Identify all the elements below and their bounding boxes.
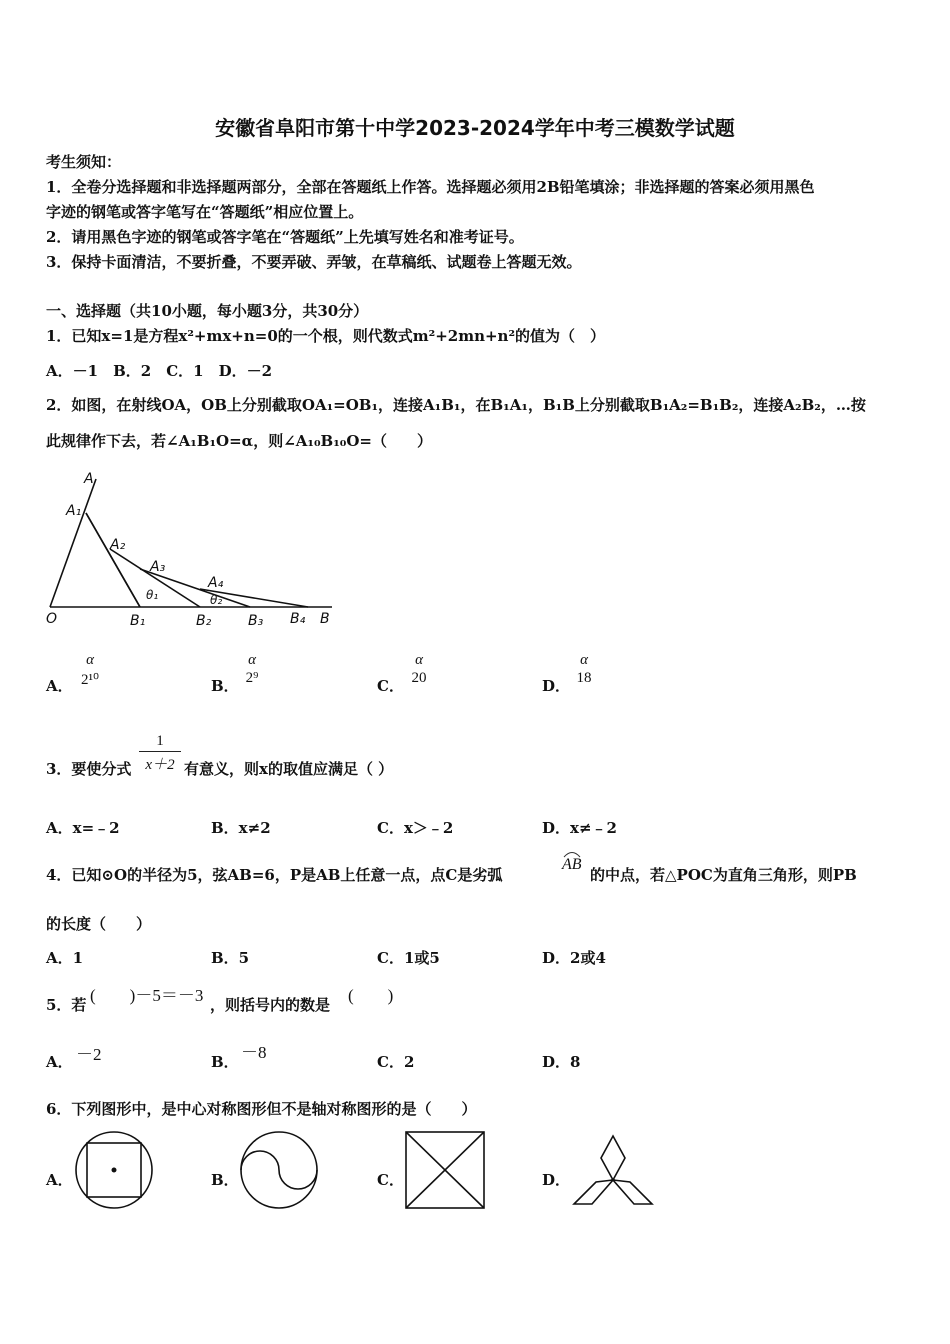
q2-option-d-fraction <box>571 652 597 687</box>
ray-oa <box>50 479 96 607</box>
q2-option-a-letter: A． <box>46 677 73 695</box>
q4-option-d: D．2或4 <box>542 949 606 967</box>
q4-arc-label: AB <box>562 856 582 873</box>
q2-option-b-letter: B． <box>211 677 239 695</box>
label-o: O <box>46 611 58 627</box>
label-a3: A₃ <box>150 559 166 575</box>
label-a1: A₁ <box>66 503 82 519</box>
q5-option-a-letter: A． <box>46 1053 73 1071</box>
q5-option-b-value: －8 <box>241 1043 267 1062</box>
q2-option-b-num: α <box>248 652 256 668</box>
q2-option-d-den: 18 <box>576 670 592 686</box>
q6-option-b-letter: B． <box>211 1171 239 1189</box>
rhombus-left <box>574 1180 613 1204</box>
q3-fraction-den: x＋2 <box>145 757 175 773</box>
q2-stem-2: 此规律作下去，若∠A₁B₁O=α，则∠A₁₀B₁₀O=（ ） <box>46 432 433 450</box>
q6-option-c-letter: C． <box>377 1171 404 1189</box>
q6-option-b-figure <box>236 1128 322 1212</box>
q4-stem-pre: 4．已知⊙O的半径为5，弦AB=6，P是AB上任意一点，点C是劣弧 <box>46 866 503 884</box>
label-theta1: θ₁ <box>146 588 159 602</box>
q4-option-c: C．1或5 <box>377 949 440 967</box>
label-b3: B₃ <box>248 613 264 629</box>
q3-fraction <box>139 733 181 774</box>
label-a2: A₂ <box>110 537 126 553</box>
q2-option-a-den: 2¹⁰ <box>80 672 99 688</box>
q2-option-b-fraction <box>240 652 264 687</box>
q1-options: A．－1 B．2 C．1 D．－2 <box>46 362 273 380</box>
q2-option-c-num: α <box>415 652 423 668</box>
q2-figure <box>40 465 340 635</box>
rhombus-right <box>613 1180 652 1204</box>
q4-arc <box>562 856 582 874</box>
label-b: B <box>320 611 330 627</box>
q3-option-b: B．x≠2 <box>211 819 271 837</box>
q3-fraction-num: 1 <box>156 733 164 749</box>
q6-option-a-letter: A． <box>46 1171 73 1189</box>
label-b4: B₄ <box>290 611 306 627</box>
q2-stem-1: 2．如图，在射线OA，OB上分别截取OA₁=OB₁，连接A₁B₁，在B₁A₁，B₁B上分别截取B₁A₂=B₁B₂，连接A₂B₂，…按 <box>46 396 866 414</box>
notice-line-3: 3．保持卡面清洁，不要折叠，不要弄破、弄皱，在草稿纸、试题卷上答题无效。 <box>46 253 582 271</box>
q5-expression: ( )－5＝－3 <box>90 986 204 1005</box>
label-b1: B₁ <box>130 613 146 629</box>
q4-stem-post: 的中点，若△POC为直角三角形，则PB <box>590 866 857 884</box>
notice-heading: 考生须知： <box>46 153 122 171</box>
q6-option-d-figure <box>568 1128 658 1212</box>
notice-line-1a: 1．全卷分选择题和非选择题两部分，全部在答题纸上作答。选择题必须用2B铅笔填涂；非选择题的答案必须用黑色 <box>46 178 815 196</box>
q3-option-d: D．x≠﹣2 <box>542 819 617 837</box>
notice-line-2: 2．请用黑色字迹的钢笔或答字笔在“答题纸”上先填写姓名和准考证号。 <box>46 228 524 246</box>
q6-option-d-letter: D． <box>542 1171 571 1189</box>
q2-option-a-num: α <box>86 652 94 668</box>
label-a4: A₄ <box>208 575 224 591</box>
arc-icon <box>562 850 582 858</box>
page-title: 安徽省阜阳市第十中学2023-2024学年中考三模数学试题 <box>215 116 735 140</box>
q5-option-c: C．2 <box>377 1053 415 1071</box>
section-heading: 一、选择题（共10小题，每小题3分，共30分） <box>46 302 369 320</box>
label-a: A <box>84 471 94 487</box>
q5-option-b-letter: B． <box>211 1053 239 1071</box>
q1-stem: 1．已知x=1是方程x²+mx+n=0的一个根，则代数式m²+2mn+n²的值为（ ） <box>46 327 606 345</box>
q2-option-c-den: 20 <box>411 670 427 686</box>
label-b2: B₂ <box>196 613 212 629</box>
q3-option-a: A．x=﹣2 <box>46 819 120 837</box>
q5-stem-pre: 5．若 <box>46 996 87 1014</box>
q2-option-c-fraction <box>406 652 432 687</box>
q2-option-b-den: 2⁹ <box>245 670 259 686</box>
q3-stem-post: 有意义，则x的取值应满足（ ） <box>184 760 394 778</box>
notice-line-1b: 字迹的钢笔或答字笔写在“答题纸”相应位置上。 <box>46 203 364 221</box>
q5-option-d: D．8 <box>542 1053 581 1071</box>
q4-stem-line2: 的长度（ ） <box>46 915 152 933</box>
q5-paren: ( ) <box>348 986 394 1005</box>
q6-stem: 6．下列图形中，是中心对称图形但不是轴对称图形的是（ ） <box>46 1100 477 1118</box>
q3-option-c: C．x＞﹣2 <box>377 819 454 837</box>
q5-stem-post: ，则括号内的数是 <box>210 996 331 1014</box>
q2-option-c-letter: C． <box>377 677 404 695</box>
q4-option-a: A．1 <box>46 949 84 967</box>
q6-option-a-figure <box>72 1128 158 1212</box>
q5-option-a-value: －2 <box>76 1045 102 1064</box>
q2-option-d-num: α <box>580 652 588 668</box>
q2-option-a-fraction <box>76 652 104 689</box>
q3-stem-pre: 3．要使分式 <box>46 760 132 778</box>
q6-option-c-figure <box>402 1128 488 1212</box>
rhombus-top <box>601 1136 625 1180</box>
label-theta2: θ₂ <box>210 593 223 607</box>
q4-option-b: B．5 <box>211 949 250 967</box>
s-curve-shape <box>241 1151 317 1189</box>
center-dot <box>112 1168 117 1173</box>
q2-option-d-letter: D． <box>542 677 571 695</box>
